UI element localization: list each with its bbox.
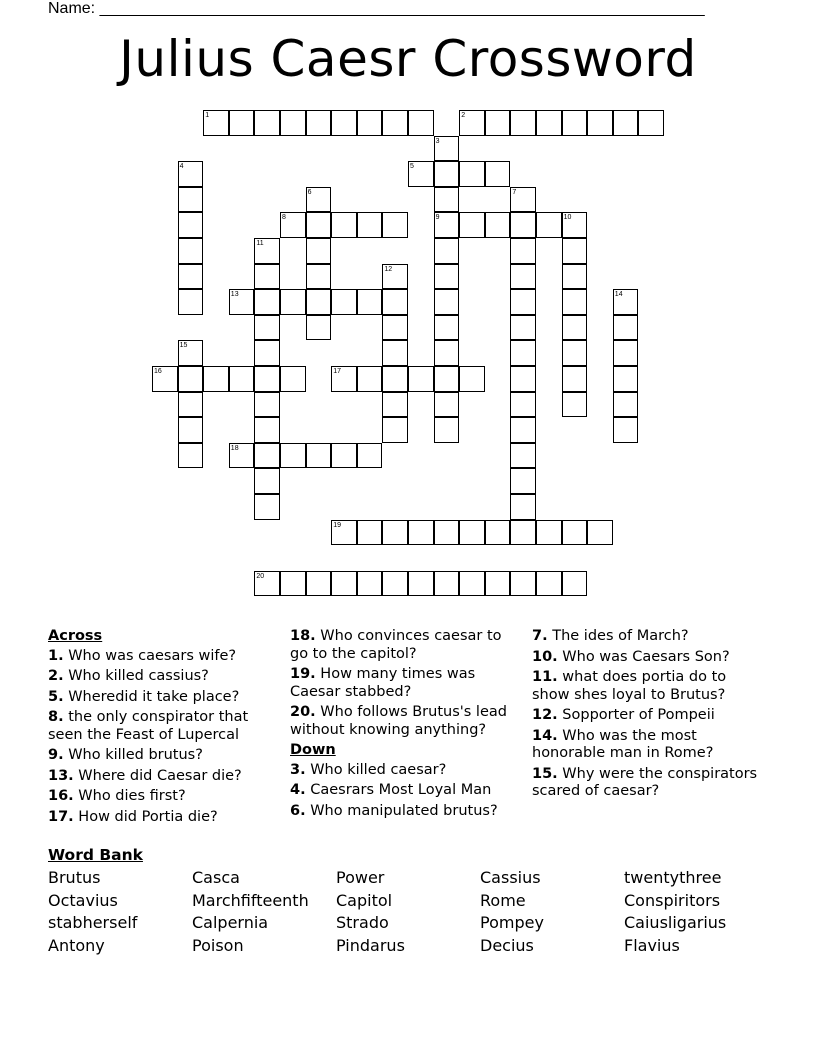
word-bank-item: Decius — [480, 935, 534, 955]
clue-number: 11 — [256, 240, 264, 247]
grid-cell[interactable] — [562, 520, 588, 546]
grid-cell[interactable] — [562, 340, 588, 366]
clue-down-11: 11. what does portia do to show shes loyal to Brutus? — [532, 669, 727, 703]
word-bank-item: Caiusligarius — [624, 913, 727, 932]
word-bank-item: Power — [336, 868, 385, 887]
grid-cell[interactable] — [510, 494, 536, 520]
clues-column-2 — [290, 628, 520, 823]
word-bank-item: Octavius — [48, 890, 118, 910]
grid-cell[interactable] — [178, 443, 204, 469]
grid-cell[interactable] — [434, 417, 460, 443]
across-heading: Across — [48, 628, 103, 644]
grid-cell[interactable] — [357, 110, 383, 136]
down-heading: Down — [290, 742, 336, 758]
grid-cell[interactable] — [254, 289, 280, 315]
grid-cell[interactable] — [280, 443, 306, 469]
grid-cell[interactable] — [562, 392, 588, 418]
grid-cell[interactable] — [178, 417, 204, 443]
grid-cell[interactable] — [254, 443, 280, 469]
grid-cell[interactable] — [331, 110, 357, 136]
grid-cell[interactable] — [254, 468, 280, 494]
clues-column-3 — [532, 628, 768, 804]
grid-cell[interactable] — [510, 264, 536, 290]
clues-column-1 — [48, 628, 276, 829]
word-bank-item: Pompey — [480, 913, 544, 932]
clue-number: 3 — [435, 137, 440, 145]
grid-cell[interactable] — [485, 571, 511, 597]
word-bank-item: Casca — [192, 868, 240, 887]
grid-cell[interactable] — [434, 520, 460, 546]
grid-cell[interactable] — [357, 443, 383, 469]
grid-cell[interactable] — [178, 392, 204, 418]
word-bank — [48, 868, 768, 958]
grid-cell[interactable] — [382, 340, 408, 366]
grid-cell[interactable] — [510, 468, 536, 494]
grid-cell[interactable] — [382, 417, 408, 443]
grid-cell[interactable] — [306, 264, 332, 290]
clue-number: 14 — [614, 291, 623, 299]
grid-cell[interactable] — [434, 187, 460, 213]
grid-cell[interactable] — [254, 392, 280, 418]
clue-down-6: 6. Who manipulated brutus? — [290, 802, 498, 819]
grid-cell[interactable] — [382, 212, 408, 238]
grid-cell[interactable] — [306, 571, 332, 597]
grid-cell[interactable] — [562, 264, 588, 290]
word-bank-item: Brutus — [48, 868, 101, 887]
grid-cell[interactable] — [485, 161, 511, 187]
grid-cell[interactable] — [382, 289, 408, 315]
grid-cell[interactable] — [459, 366, 485, 392]
clue-number: 1 — [205, 112, 210, 119]
grid-cell[interactable] — [408, 520, 434, 546]
clue-number: 19 — [333, 521, 341, 529]
grid-cell[interactable] — [229, 110, 255, 136]
clue-number: 9 — [435, 214, 440, 222]
grid-cell[interactable] — [613, 110, 639, 136]
grid-cell[interactable] — [587, 110, 613, 136]
grid-cell[interactable] — [613, 340, 639, 366]
grid-cell[interactable] — [178, 264, 204, 290]
grid-cell[interactable] — [434, 340, 460, 366]
grid-cell[interactable] — [613, 417, 639, 443]
grid-cell[interactable] — [306, 289, 332, 315]
grid-cell[interactable] — [254, 315, 280, 341]
grid-cell[interactable] — [178, 212, 204, 238]
grid-cell[interactable] — [536, 571, 562, 597]
clue-number: 12 — [384, 265, 393, 273]
grid-cell[interactable] — [562, 315, 588, 341]
grid-cell[interactable] — [382, 571, 408, 597]
grid-cell[interactable] — [331, 571, 357, 597]
grid-cell[interactable] — [331, 289, 357, 315]
grid-cell[interactable] — [459, 161, 485, 187]
word-bank-item: Strado — [336, 913, 389, 932]
grid-cell[interactable] — [434, 161, 460, 187]
word-bank-item: Pindarus — [336, 935, 405, 955]
clue-down-12: 12. Sopporter of Pompeii — [532, 707, 715, 723]
clue-down-15: 15. Why were the conspirators scared of caesar? — [532, 765, 758, 799]
grid-cell[interactable] — [306, 212, 332, 238]
word-bank-item: Calpernia — [192, 913, 269, 932]
page-title: Julius Caesr Crossword — [119, 30, 697, 88]
name-field-label: Name: ____________________________________________________________________ — [48, 0, 705, 17]
grid-cell[interactable] — [510, 340, 536, 366]
grid-cell[interactable] — [434, 392, 460, 418]
grid-cell[interactable] — [434, 238, 460, 264]
grid-cell[interactable] — [280, 110, 306, 136]
grid-cell[interactable] — [510, 366, 536, 392]
clue-across-2: 2. Who killed cassius? — [48, 668, 209, 684]
grid-cell[interactable] — [357, 366, 383, 392]
clue-across-8: 8. the only conspirator that seen the Feast of Lupercal — [48, 709, 249, 743]
word-bank-item: Flavius — [624, 935, 680, 955]
clue-number: 20 — [256, 572, 265, 580]
grid-cell[interactable] — [178, 238, 204, 264]
clue-number: 2 — [461, 112, 466, 119]
clue-across-5: 5. Wheredid it take place? — [48, 688, 240, 705]
grid-cell[interactable] — [536, 212, 562, 238]
clue-number: 17 — [333, 368, 341, 375]
clue-down-14: 14. Who was the most honorable man in Rome? — [532, 727, 714, 761]
clue-across-18: 18. Who convinces caesar to go to the capitol? — [290, 628, 502, 662]
grid-cell[interactable] — [562, 110, 588, 136]
clue-across-19: 19. How many times was Caesar stabbed? — [290, 666, 476, 700]
grid-cell[interactable] — [459, 212, 485, 238]
grid-cell[interactable] — [178, 289, 204, 315]
clue-number: 4 — [179, 163, 184, 171]
grid-cell[interactable] — [408, 571, 434, 597]
grid-cell[interactable] — [280, 289, 306, 315]
grid-cell[interactable] — [178, 187, 204, 213]
clue-number: 18 — [230, 444, 239, 452]
grid-cell[interactable] — [357, 520, 383, 546]
clue-down-4: 4. Caesrars Most Loyal Man — [290, 782, 492, 798]
clue-down-3: 3. Who killed caesar? — [290, 761, 447, 778]
word-bank-item: Conspiritors — [624, 890, 721, 910]
clue-number: 6 — [307, 188, 312, 196]
grid-cell[interactable] — [434, 571, 460, 597]
grid-cell[interactable] — [485, 520, 511, 546]
grid-cell[interactable] — [510, 289, 536, 315]
grid-cell[interactable] — [562, 238, 588, 264]
grid-cell[interactable] — [434, 264, 460, 290]
grid-cell[interactable] — [510, 417, 536, 443]
word-bank-item: stabherself — [48, 913, 138, 932]
clue-number: 5 — [410, 163, 414, 171]
grid-cell[interactable] — [510, 520, 536, 546]
grid-cell[interactable] — [408, 110, 434, 136]
grid-cell[interactable] — [562, 366, 588, 392]
grid-cell[interactable] — [331, 443, 357, 469]
grid-cell[interactable] — [638, 110, 664, 136]
grid-cell[interactable] — [382, 315, 408, 341]
grid-cell[interactable] — [510, 238, 536, 264]
grid-cell[interactable] — [459, 520, 485, 546]
grid-cell[interactable] — [382, 110, 408, 136]
grid-cell[interactable] — [485, 212, 511, 238]
grid-cell[interactable] — [331, 212, 357, 238]
clue-across-16: 16. Who dies first? — [48, 788, 186, 804]
grid-cell[interactable] — [254, 110, 280, 136]
clue-number: 15 — [179, 342, 188, 350]
grid-cell[interactable] — [459, 571, 485, 597]
clue-number: 7 — [512, 188, 517, 196]
grid-cell[interactable] — [434, 289, 460, 315]
grid-cell[interactable] — [434, 315, 460, 341]
grid-cell[interactable] — [562, 289, 588, 315]
grid-cell[interactable] — [254, 340, 280, 366]
clue-across-13: 13. Where did Caesar die? — [48, 767, 242, 784]
grid-cell[interactable] — [306, 110, 332, 136]
grid-cell[interactable] — [382, 366, 408, 392]
word-bank-heading: Word Bank — [48, 846, 143, 864]
grid-cell[interactable] — [280, 571, 306, 597]
grid-cell[interactable] — [382, 520, 408, 546]
grid-cell[interactable] — [357, 289, 383, 315]
word-bank-item: Marchfifteenth — [192, 890, 309, 910]
grid-cell[interactable] — [306, 238, 332, 264]
grid-cell[interactable] — [178, 366, 204, 392]
grid-cell[interactable] — [510, 110, 536, 136]
word-bank-item: Capitol — [336, 890, 393, 910]
word-bank-item: Poison — [192, 935, 244, 955]
grid-cell[interactable] — [408, 366, 434, 392]
grid-cell[interactable] — [510, 212, 536, 238]
grid-cell[interactable] — [434, 366, 460, 392]
grid-cell[interactable] — [562, 571, 588, 597]
grid-cell[interactable] — [536, 110, 562, 136]
grid-cell[interactable] — [510, 392, 536, 418]
word-bank-item: Rome — [480, 890, 526, 910]
grid-cell[interactable] — [613, 315, 639, 341]
grid-cell[interactable] — [510, 443, 536, 469]
grid-cell[interactable] — [254, 264, 280, 290]
grid-cell[interactable] — [357, 571, 383, 597]
clue-number: 10 — [563, 214, 572, 222]
word-bank-item: Antony — [48, 935, 105, 955]
grid-cell[interactable] — [485, 110, 511, 136]
clue-across-17: 17. How did Portia die? — [48, 808, 218, 825]
grid-cell[interactable] — [536, 520, 562, 546]
grid-cell[interactable] — [254, 366, 280, 392]
word-bank-item: Cassius — [480, 868, 541, 887]
grid-cell[interactable] — [203, 366, 229, 392]
grid-cell[interactable] — [382, 392, 408, 418]
grid-cell[interactable] — [613, 366, 639, 392]
clue-down-10: 10. Who was Caesars Son? — [532, 648, 730, 665]
clue-across-1: 1. Who was caesars wife? — [48, 647, 237, 664]
grid-cell[interactable] — [280, 366, 306, 392]
grid-cell[interactable] — [229, 366, 255, 392]
grid-cell[interactable] — [306, 443, 332, 469]
grid-cell[interactable] — [510, 315, 536, 341]
word-bank-item: twentythree — [624, 868, 722, 887]
grid-cell[interactable] — [254, 494, 280, 520]
clue-down-7: 7. The ides of March? — [532, 628, 689, 644]
grid-cell[interactable] — [613, 392, 639, 418]
clue-number: 16 — [154, 368, 162, 375]
grid-cell[interactable] — [510, 571, 536, 597]
clue-number: 8 — [282, 214, 286, 222]
grid-cell[interactable] — [357, 212, 383, 238]
grid-cell[interactable] — [587, 520, 613, 546]
grid-cell[interactable] — [306, 315, 332, 341]
clue-across-20: 20. Who follows Brutus's lead without knowing anything? — [290, 704, 507, 738]
clue-number: 13 — [230, 291, 239, 299]
grid-cell[interactable] — [254, 417, 280, 443]
clue-across-9: 9. Who killed brutus? — [48, 747, 203, 763]
